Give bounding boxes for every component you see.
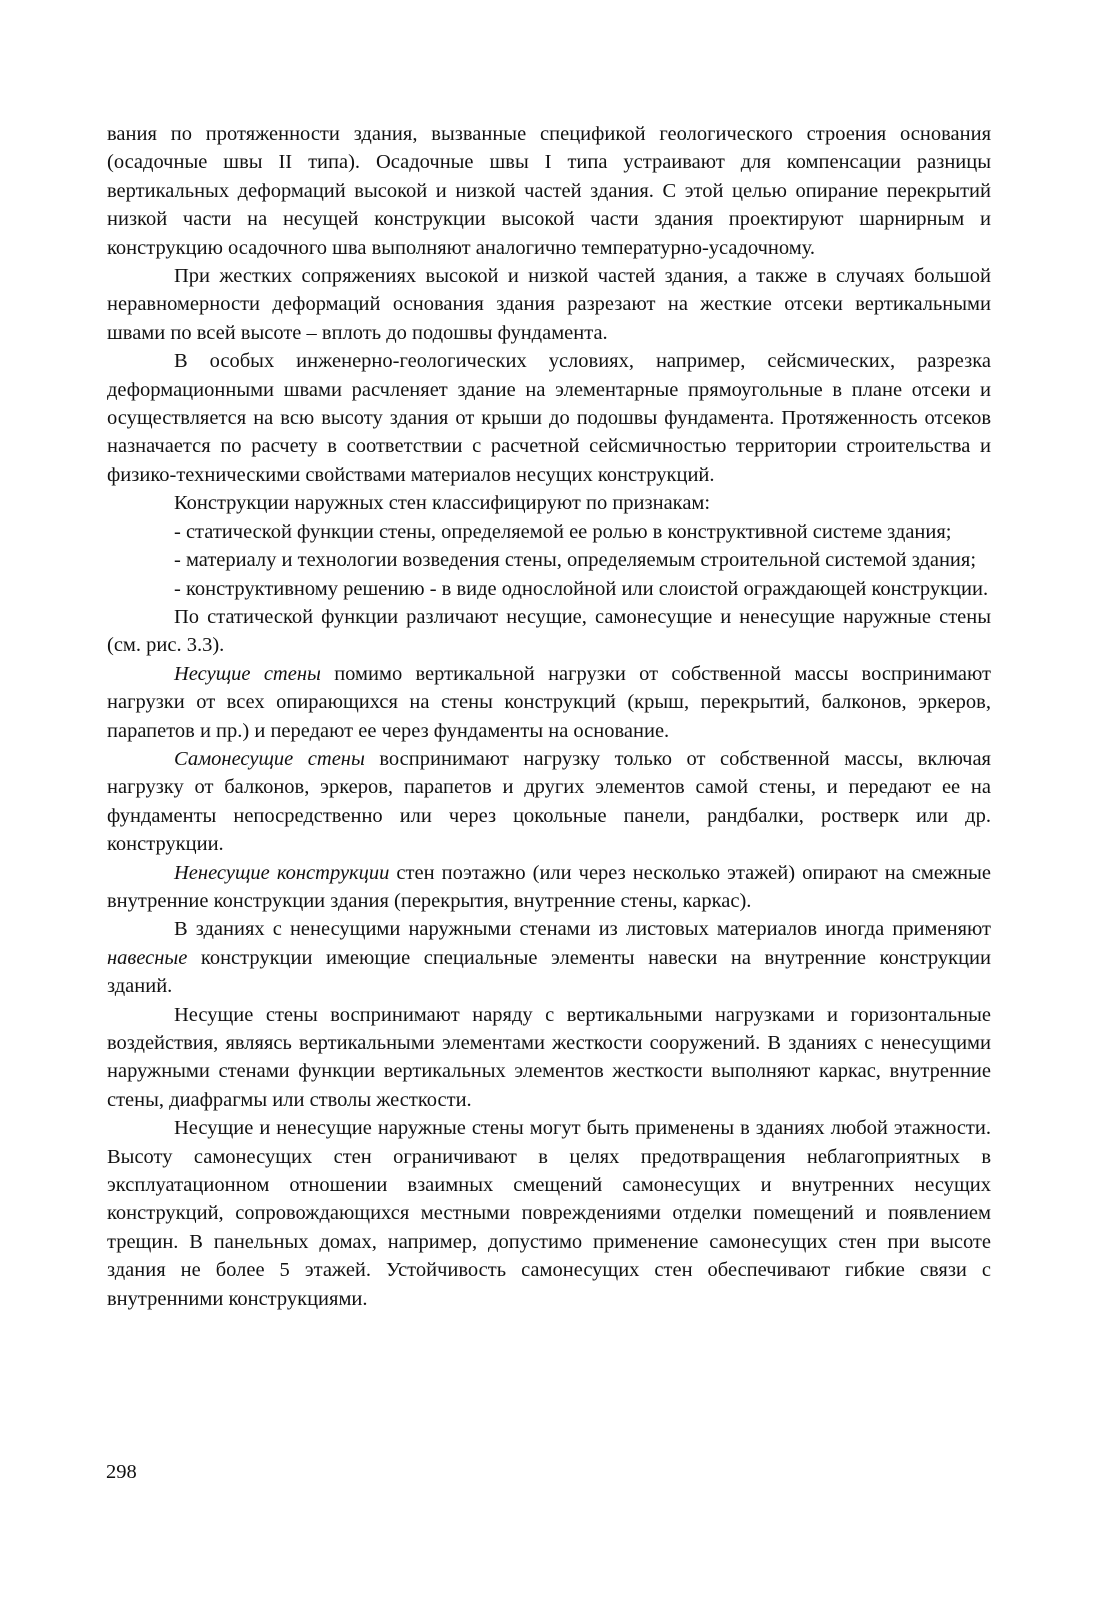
paragraph-14: Несущие и ненесущие наружные стены могут быть применены в зданиях любой этажности. Высоту самонесущих стен ограничивают в целях предотвращения неблагоприятных в эксплуатационном отношении взаимных смещений самонесущих и внутренних несущих конструкций, сопровождающихся местными повреждениями отделки помещений и появлением трещин. В панельных домах, например, допустимо применение самонесущих стен при высоте здания не более 5 этажей. Устойчивость самонесущих стен обеспечивают гибкие связи с внутренними конструкциями. (107, 1117, 991, 1310)
term-non-bearing-constructions: Ненесущие конструкции (174, 861, 390, 884)
paragraph-bearing-walls-text: помимо вертикальной нагрузки от собственной массы воспринимают нагрузки от всех опирающихся на стены конструкций (крыш, перекрытий, балконов, эркеров, парапетов и пр.) и передают ее через фундаменты на основание. (107, 662, 991, 742)
paragraph-13: Несущие стены воспринимают наряду с вертикальными нагрузками и горизонтальные воздействия, являясь вертикальными элементами жесткости сооружений. В зданиях с ненесущими наружными стенами функции вертикальных элементов жесткости выполняют каркас, внутренние стены, диафрагмы или стволы жесткости. (107, 1003, 991, 1111)
paragraph-bearing-walls (107, 660, 991, 745)
paragraph-2: При жестких сопряжениях высокой и низкой частей здания, а также в случаях большой неравномерности деформаций основания здания разрезают на жесткие отсеки вертикальными швами по всей высоте – вплоть до подошвы фундамента. (107, 265, 991, 344)
paragraph-curtain-text-a: В зданиях с ненесущими наружными стенами из листовых материалов иногда применяют (174, 918, 991, 941)
term-bearing-walls: Несущие стены (174, 662, 321, 685)
paragraph-non-bearing (107, 859, 991, 916)
paragraph-curtain-text-b: конструкции имеющие специальные элементы навески на внутренние конструкции зданий. (107, 946, 991, 998)
paragraph-curtain (107, 915, 991, 1000)
paragraph-4: Конструкции наружных стен классифицируют по признакам: (174, 492, 711, 515)
list-item-material: - материалу и технологии возведения стены, определяемым строительной системой здания; (174, 549, 977, 572)
paragraph-non-bearing-text: стен поэтажно (или через несколько этажей) опирают на смежные внутренние конструкции здания (перекрытия, внутренние стены, каркас). (107, 861, 991, 912)
body-text (107, 120, 991, 1313)
paragraph-self-bearing-walls-text: воспринимают нагрузку только от собственной массы, включая нагрузку от балконов, эркеров, парапетов и других элементов самой стены, и передают ее на фундаменты непосредственно или через цокольные панели, рандбалки, ростверк или др. конструкции. (107, 747, 991, 856)
term-self-bearing-walls: Самонесущие стены (174, 747, 365, 770)
list-item-construction: - конструктивному решению - в виде однослойной или слоистой ограждающей конструкции. (174, 577, 989, 600)
page-number: 298 (106, 1461, 137, 1483)
list-item-static-function: - статической функции стены, определяемой ее ролью в конструктивной системе здания; (174, 520, 952, 543)
paragraph-3: В особых инженерно-геологических условиях, например, сейсмических, разрезка деформационными швами расчленяет здание на элементарные прямоугольные в плане отсеки и осуществляется на всю высоту здания от крыши до подошвы фундамента. Протяженность отсеков назначается по расчету в соответствии с расчетной сейсмичностью территории строительства и физико-техническими свойствами материалов несущих конструкций. (107, 350, 991, 486)
term-curtain: навесные (107, 946, 188, 969)
paragraph-self-bearing-walls (107, 745, 991, 859)
paragraph-8: По статической функции различают несущие, самонесущие и ненесущие наружные стены (см. рис. 3.3). (107, 605, 991, 657)
paragraph-1: вания по протяженности здания, вызванные спецификой геологического строения основания (осадочные швы II типа). Осадочные швы I типа устраивают для компенсации разницы вертикальных деформаций высокой и низкой частей здания. С этой целью опирание перекрытий низкой части на несущей конструкции высокой части здания проектируют шарнирным и конструкцию осадочного шва выполняют аналогично температурно-усадочному. (107, 123, 991, 259)
